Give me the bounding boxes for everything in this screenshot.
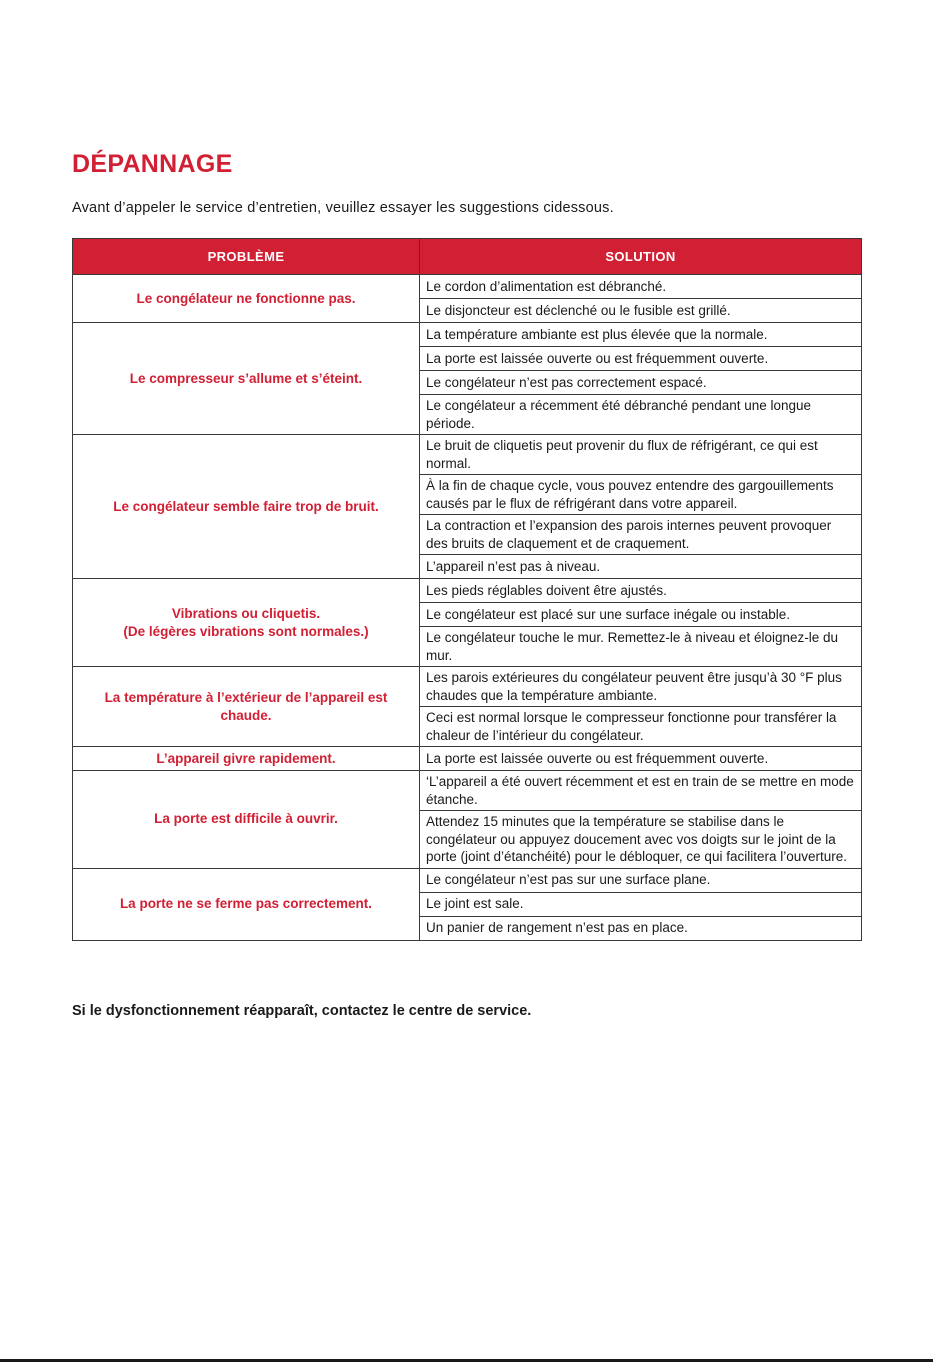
table-row bbox=[73, 579, 862, 603]
solution-cell: Un panier de rangement n’est pas en place. bbox=[420, 916, 862, 940]
solution-cell: L’appareil n’est pas à niveau. bbox=[420, 555, 862, 579]
problem-cell: Vibrations ou cliquetis. (De légères vibrations sont normales.) bbox=[73, 579, 420, 667]
footer-note: Si le dysfonctionnement réapparaît, contactez le centre de service. bbox=[72, 1003, 532, 1019]
solution-cell: Le congélateur est placé sur une surface inégale ou instable. bbox=[420, 603, 862, 627]
solution-cell: La température ambiante est plus élevée que la normale. bbox=[420, 323, 862, 347]
table-row bbox=[73, 435, 862, 475]
solution-cell: Les parois extérieures du congélateur peuvent être jusqu’à 30 °F plus chaudes que la température ambiante. bbox=[420, 667, 862, 707]
solution-cell: Le cordon d’alimentation est débranché. bbox=[420, 275, 862, 299]
table-row bbox=[73, 747, 862, 771]
problem-cell: Le congélateur semble faire trop de bruit. bbox=[73, 435, 420, 579]
solution-cell: Le bruit de cliquetis peut provenir du flux de réfrigérant, ce qui est normal. bbox=[420, 435, 862, 475]
solution-cell: Le joint est sale. bbox=[420, 892, 862, 916]
table-body bbox=[73, 275, 862, 941]
problem-cell: Le compresseur s’allume et s’éteint. bbox=[73, 323, 420, 435]
problem-cell: Le congélateur ne fonctionne pas. bbox=[73, 275, 420, 323]
solution-cell: ‘L’appareil a été ouvert récemment et est en train de se mettre en mode étanche. bbox=[420, 771, 862, 811]
solution-cell: Le congélateur a récemment été débranché pendant une longue période. bbox=[420, 395, 862, 435]
solution-cell: Le congélateur n’est pas correctement espacé. bbox=[420, 371, 862, 395]
table-row bbox=[73, 868, 862, 892]
troubleshooting-table bbox=[72, 238, 862, 941]
table-row bbox=[73, 323, 862, 347]
solution-cell: Le disjoncteur est déclenché ou le fusible est grillé. bbox=[420, 299, 862, 323]
problem-cell: La porte ne se ferme pas correctement. bbox=[73, 868, 420, 940]
table-row bbox=[73, 667, 862, 707]
solution-cell: À la fin de chaque cycle, vous pouvez entendre des gargouillements causés par le flux de réfrigérant dans votre appareil. bbox=[420, 475, 862, 515]
table-row bbox=[73, 275, 862, 299]
problem-cell: L’appareil givre rapidement. bbox=[73, 747, 420, 771]
column-header-problem: PROBLÈME bbox=[73, 239, 420, 275]
problem-cell: La température à l’extérieur de l’appareil est chaude. bbox=[73, 667, 420, 747]
solution-cell: Le congélateur touche le mur. Remettez-le à niveau et éloignez-le du mur. bbox=[420, 627, 862, 667]
table-header-row bbox=[73, 239, 862, 275]
solution-cell: La porte est laissée ouverte ou est fréquemment ouverte. bbox=[420, 747, 862, 771]
table-row bbox=[73, 771, 862, 811]
solution-cell: Les pieds réglables doivent être ajustés. bbox=[420, 579, 862, 603]
solution-cell: La contraction et l’expansion des parois internes peuvent provoquer des bruits de claquement et de craquement. bbox=[420, 515, 862, 555]
solution-cell: Ceci est normal lorsque le compresseur fonctionne pour transférer la chaleur de l’intérieur du congélateur. bbox=[420, 707, 862, 747]
page-title: DÉPANNAGE bbox=[72, 150, 233, 178]
solution-cell: Attendez 15 minutes que la température se stabilise dans le congélateur ou appuyez doucement avec vos doigts sur le joint de la porte (joint d’étanchéité) pour le débloquer, ce qui facilitera l’ouverture. bbox=[420, 811, 862, 869]
table-header bbox=[73, 239, 862, 275]
intro-text: Avant d’appeler le service d’entretien, veuillez essayer les suggestions cidessous. bbox=[72, 200, 614, 216]
column-header-solution: SOLUTION bbox=[420, 239, 862, 275]
solution-cell: Le congélateur n’est pas sur une surface plane. bbox=[420, 868, 862, 892]
solution-cell: La porte est laissée ouverte ou est fréquemment ouverte. bbox=[420, 347, 862, 371]
problem-cell: La porte est difficile à ouvrir. bbox=[73, 771, 420, 869]
